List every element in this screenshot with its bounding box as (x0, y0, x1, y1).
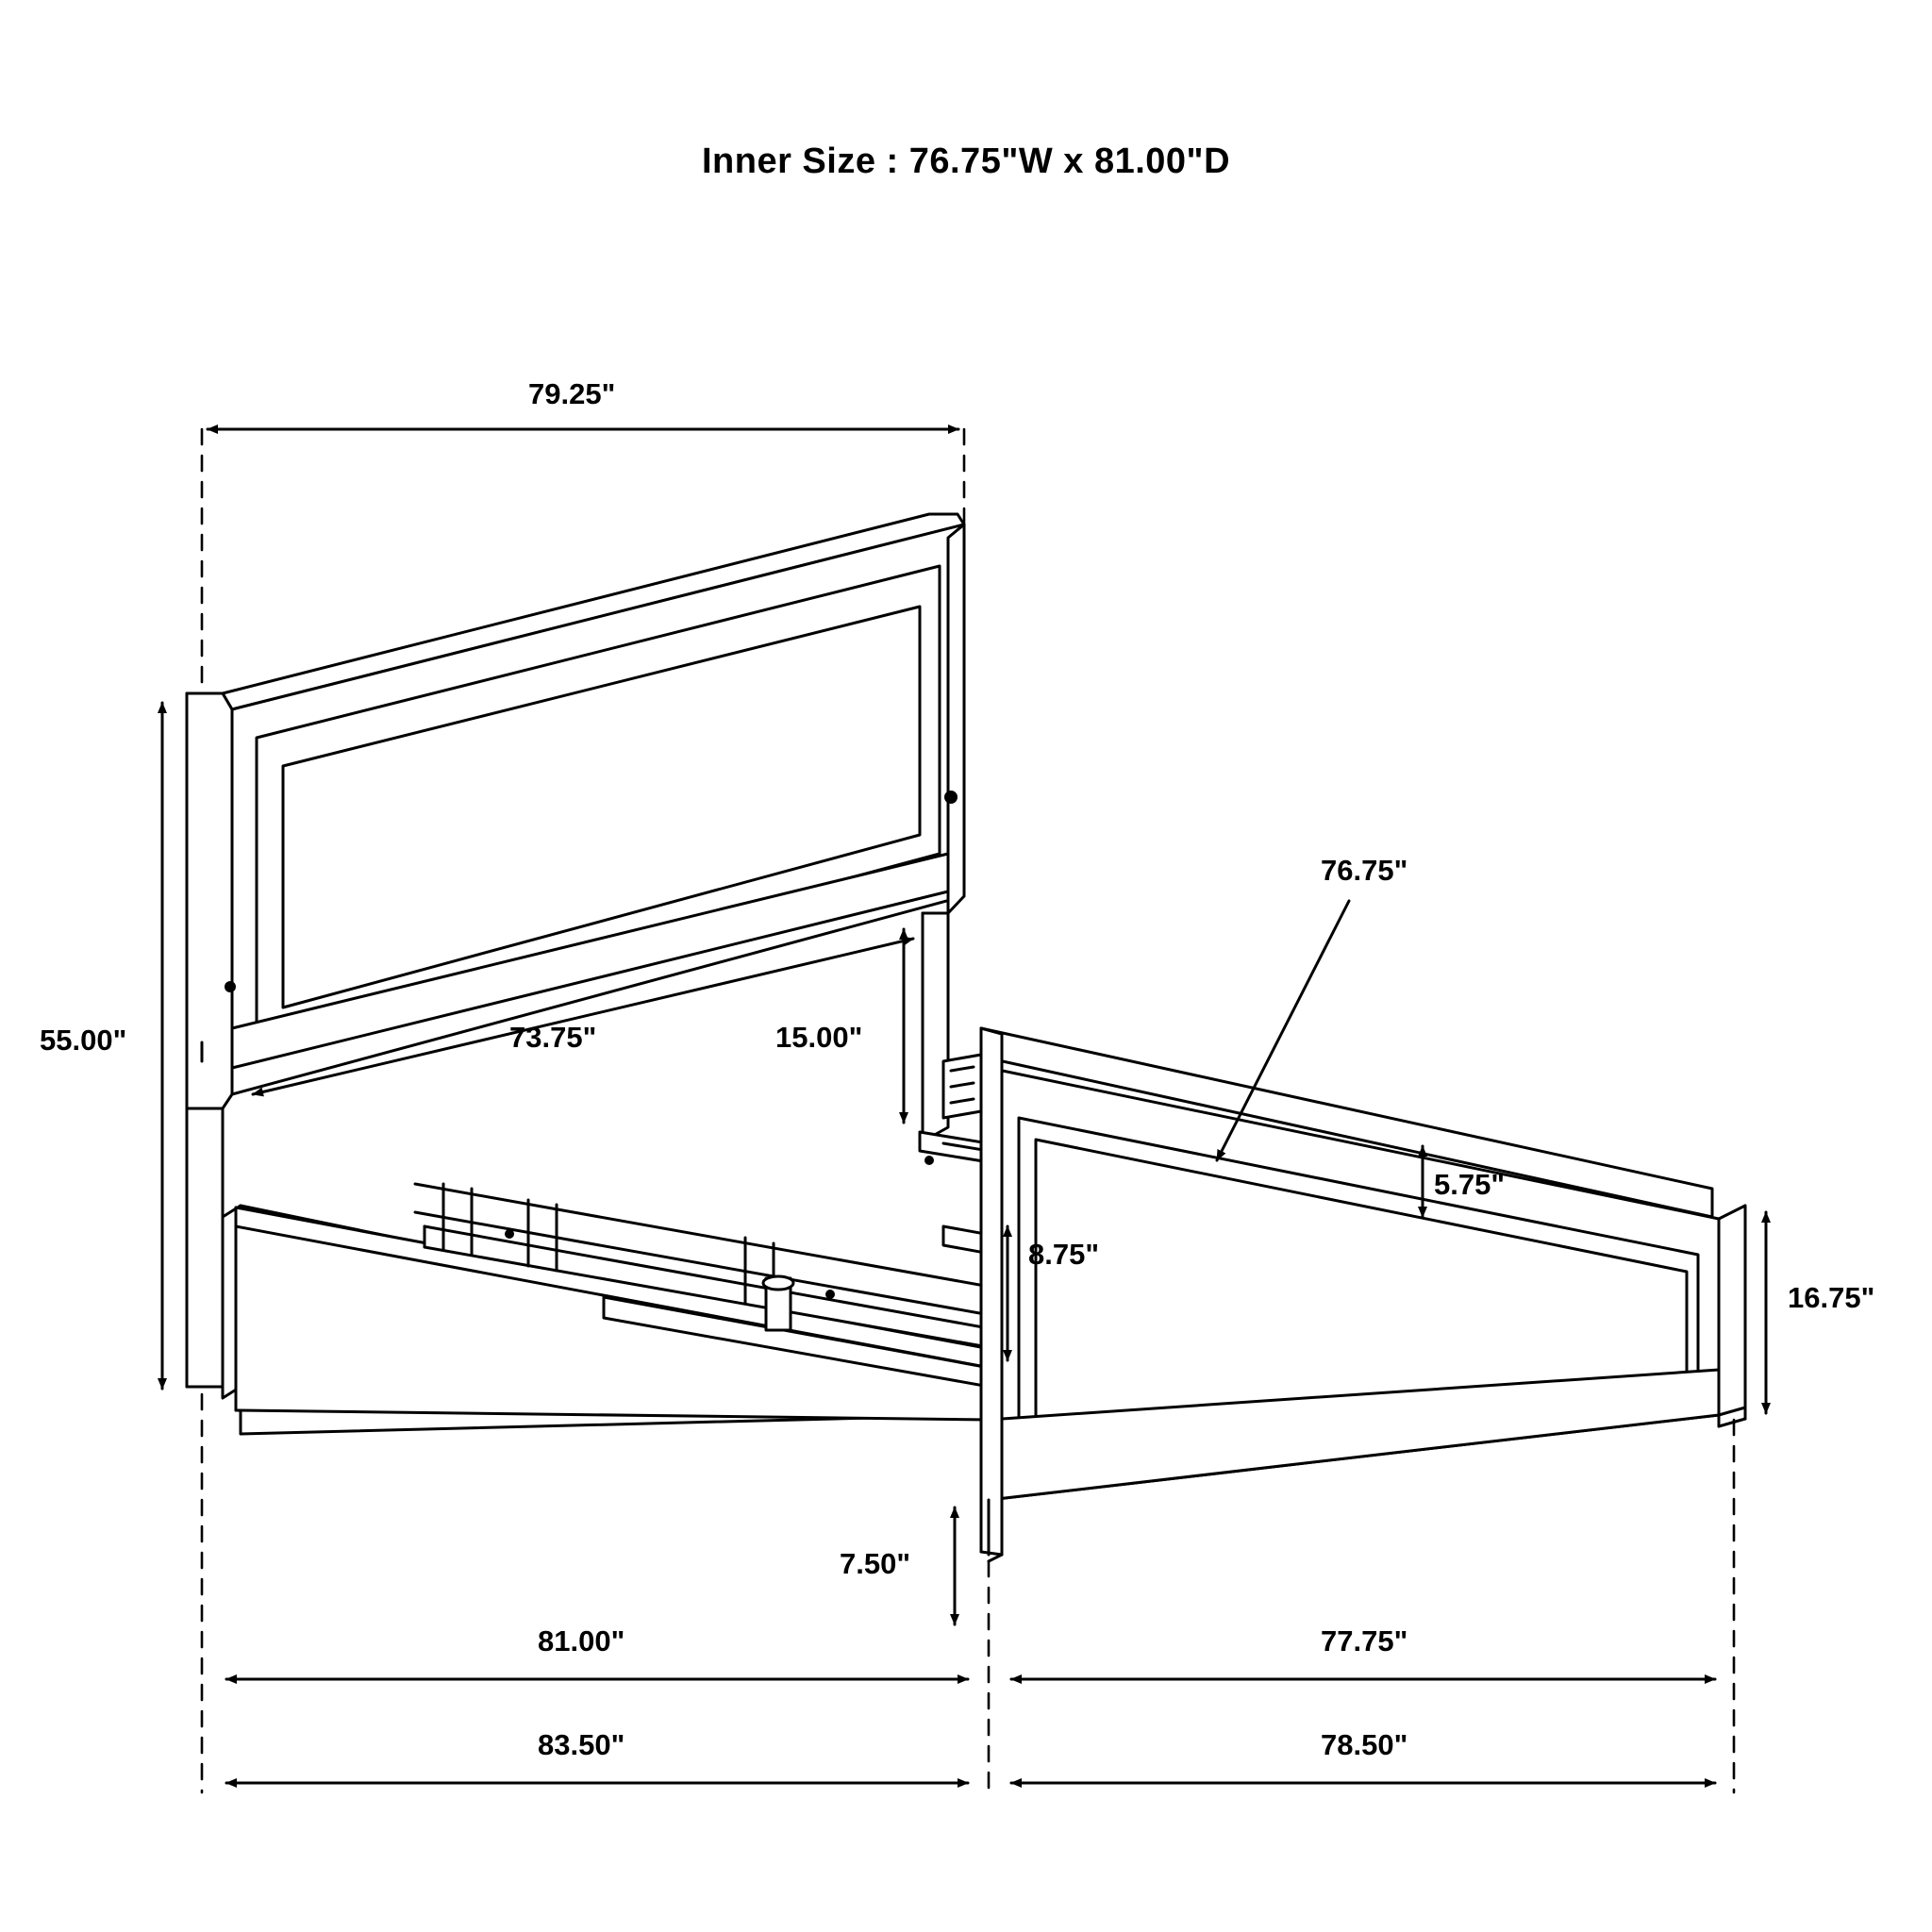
dimension-label-footboard-height: 16.75" (1788, 1281, 1875, 1314)
dimension-label-footboard-outer-width: 78.50" (1321, 1728, 1408, 1761)
dimension-label-side-rail-height: 5.75" (1434, 1168, 1506, 1201)
dimension-label-headboard-height: 55.00" (40, 1024, 127, 1057)
dimension-label-slat-height: 8.75" (1028, 1238, 1100, 1271)
dimension-label-headboard-panel-width: 73.75" (509, 1021, 597, 1054)
dimension-label-bed-length-outer: 83.50" (538, 1728, 625, 1761)
dimension-label-bed-length-inner: 81.00" (538, 1624, 625, 1657)
dimension-label-mattress-support-width: 76.75" (1321, 854, 1408, 887)
dimension-label-footboard-width: 77.75" (1321, 1624, 1408, 1657)
page-title: Inner Size : 76.75"W x 81.00"D (701, 142, 1231, 181)
dimension-label-rail-to-headboard: 15.00" (775, 1021, 863, 1054)
dimension-label-footboard-clearance: 7.50" (840, 1547, 911, 1580)
dimension-label-headboard-width: 79.25" (528, 377, 616, 410)
